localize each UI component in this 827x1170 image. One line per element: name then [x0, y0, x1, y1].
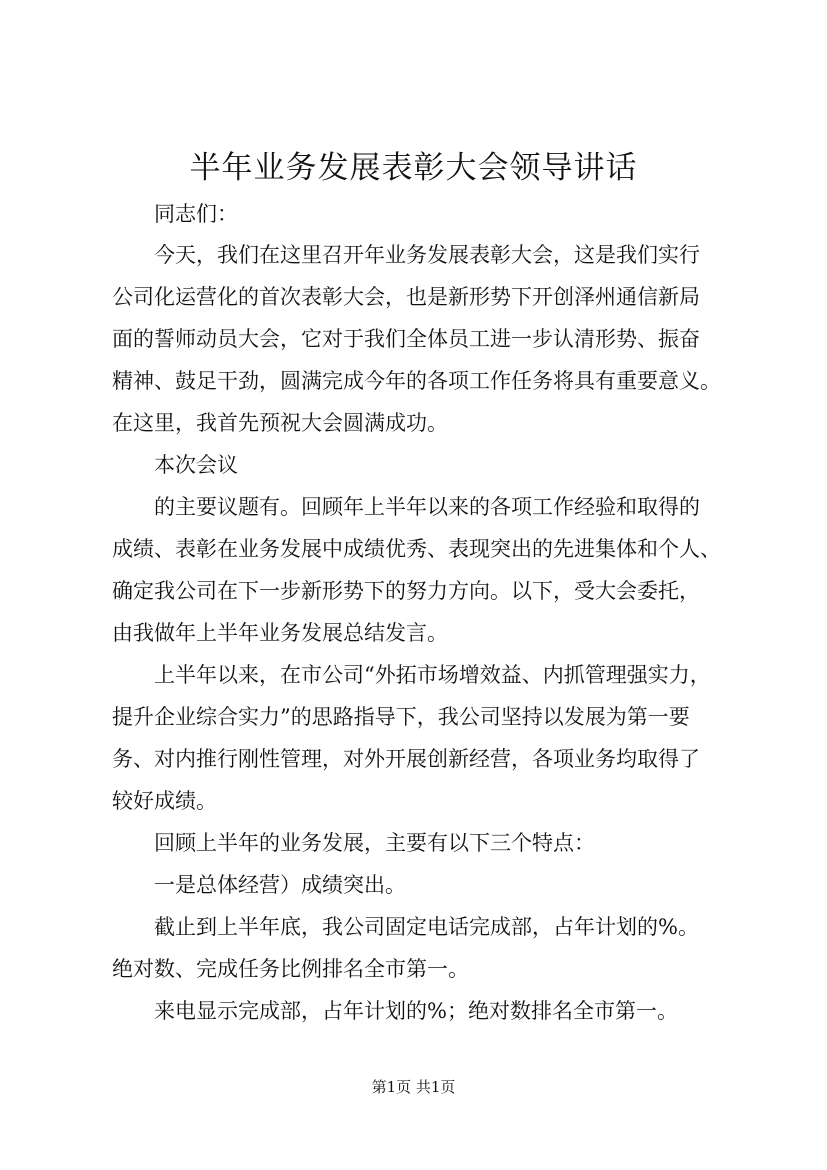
paragraph-line: 来电显示完成部，占年计划的%；绝对数排名全市第一。	[154, 999, 678, 1023]
salutation: 同志们：	[154, 202, 238, 226]
paragraph-line: 成绩、表彰在业务发展中成绩优秀、表现突出的先进集体和个人、	[112, 537, 721, 561]
paragraph-line: 精神、鼓足干劲，圆满完成今年的各项工作任务将具有重要意义。	[112, 369, 721, 393]
paragraph-line: 截止到上半年底，我公司固定电话完成部，占年计划的%。	[154, 915, 699, 939]
paragraph-line: 的主要议题有。回顾年上半年以来的各项工作经验和取得的	[154, 495, 700, 519]
paragraph-line: 绝对数、完成任务比例排名全市第一。	[112, 957, 469, 981]
paragraph-line: 上半年以来，在市公司“外拓市场增效益、内抓管理强实力，	[154, 663, 711, 687]
paragraph-line: 今天，我们在这里召开年业务发展表彰大会，这是我们实行	[154, 243, 700, 267]
document-title: 半年业务发展表彰大会领导讲话	[189, 150, 638, 186]
paragraph-line: 务、对内推行刚性管理，对外开展创新经营，各项业务均取得了	[112, 747, 700, 771]
paragraph-line: 公司化运营化的首次表彰大会，也是新形势下开创泽州通信新局	[112, 285, 700, 309]
paragraph-line: 由我做年上半年业务发展总结发言。	[112, 621, 448, 645]
paragraph-line: 回顾上半年的业务发展，主要有以下三个特点：	[154, 831, 595, 855]
paragraph-line: 提升企业综合实力”的思路指导下，我公司坚持以发展为第一要	[112, 705, 690, 729]
paragraph-line: 确定我公司在下一步新形势下的努力方向。以下，受大会委托，	[112, 579, 700, 603]
paragraph-line: 在这里，我首先预祝大会圆满成功。	[112, 411, 448, 435]
paragraph-line: 本次会议	[154, 453, 238, 477]
paragraph-line: 一是总体经营）成绩突出。	[154, 873, 406, 897]
paragraph-line: 较好成绩。	[112, 789, 217, 813]
page-number-footer: 第1页 共1页	[371, 1078, 456, 1096]
paragraph-line: 面的誓师动员大会，它对于我们全体员工进一步认清形势、振奋	[112, 327, 700, 351]
